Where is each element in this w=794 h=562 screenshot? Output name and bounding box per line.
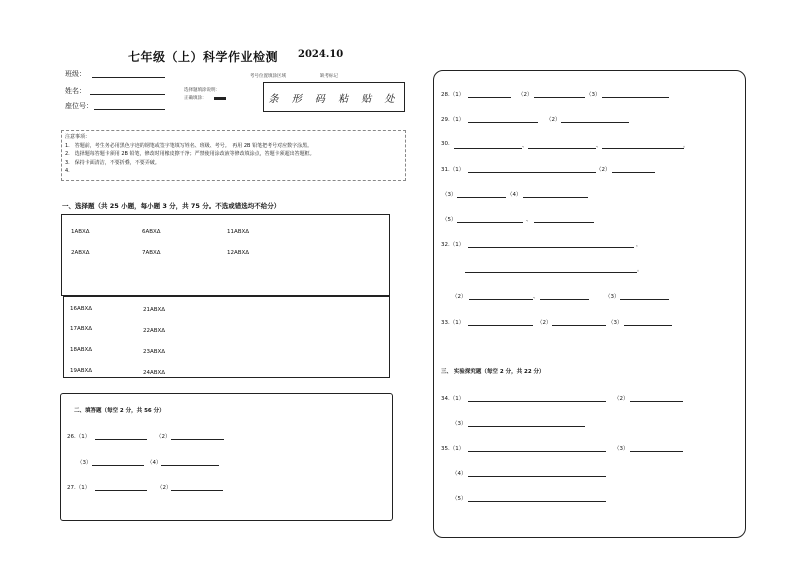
fill-instruction-label: 选择题填涂说明：	[184, 88, 220, 93]
section3-heading: 三、 实验探究题（每空 2 分，共 22 分）	[441, 369, 545, 375]
choice-item[interactable]: 21ABXΔ	[143, 307, 166, 313]
answer-blank[interactable]	[612, 172, 655, 173]
answer-blank[interactable]	[468, 325, 533, 326]
answer-blank[interactable]	[469, 299, 533, 300]
name-field[interactable]	[90, 94, 165, 95]
answer-blank[interactable]	[528, 148, 596, 149]
q31-separator: 、	[526, 217, 532, 223]
q32-separator: 、	[533, 294, 539, 300]
answer-blank[interactable]	[468, 97, 511, 98]
answer-blank[interactable]	[523, 197, 588, 198]
notes-item: 3. 保持卡面清洁，不要折叠，不要弄破。	[65, 159, 160, 166]
answer-blank[interactable]	[468, 476, 606, 477]
choice-item[interactable]: 24ABXΔ	[143, 370, 166, 376]
q31-5-label: （5）	[442, 217, 457, 223]
q27-1-label: 27.（1）	[67, 485, 91, 491]
answer-blank[interactable]	[602, 148, 684, 149]
answer-blank[interactable]	[465, 272, 637, 273]
exam-id-area-hint: 考号位置填涂区域	[250, 74, 286, 79]
q32-comma: ，	[636, 242, 642, 248]
answer-blank[interactable]	[561, 122, 629, 123]
answer-blank[interactable]	[161, 465, 219, 466]
q28-2-label: （2）	[518, 92, 533, 98]
notes-item: 1. 答题前，考生务必用黑色字迹的钢笔或签字笔填写姓名、班级、考号。 再用 2B 铅笔把考号对应数字涂黑。	[65, 142, 313, 149]
q32-end: 。	[637, 267, 643, 273]
q35-3-label: （3）	[614, 446, 629, 452]
correct-fill-sample	[214, 97, 226, 100]
choice-item[interactable]: 22ABXΔ	[143, 328, 166, 334]
q34-2-label: （2）	[614, 396, 629, 402]
q30-separator: 、	[596, 143, 602, 149]
choice-item[interactable]: 2ABXΔ	[71, 250, 90, 256]
answer-blank[interactable]	[468, 426, 585, 427]
q27-2-label: （2）	[157, 485, 172, 491]
notes-panel	[61, 130, 406, 181]
correct-fill-label: 正确填涂：	[184, 96, 207, 101]
choice-item[interactable]: 6ABXΔ	[142, 229, 161, 235]
answer-blank[interactable]	[457, 197, 506, 198]
name-label: 姓名：	[65, 87, 86, 95]
q33-3-label: （3）	[608, 320, 623, 326]
q26-2-label: （2）	[156, 434, 171, 440]
choice-item[interactable]: 1ABXΔ	[71, 229, 90, 235]
q31-4-label: （4）	[507, 192, 522, 198]
choice-group-2	[63, 296, 390, 378]
choice-item[interactable]: 23ABXΔ	[143, 349, 166, 355]
page-title: 七年级（上）科学作业检测	[128, 50, 279, 64]
seat-label: 座位号：	[65, 102, 93, 110]
answer-blank[interactable]	[468, 451, 606, 452]
answer-blank[interactable]	[620, 299, 669, 300]
answer-blank[interactable]	[95, 439, 147, 440]
q34-3-label: （3）	[452, 421, 467, 427]
exam-date: 2024.10	[298, 49, 344, 60]
answer-blank[interactable]	[534, 222, 594, 223]
q34-1-label: 34.（1）	[441, 396, 465, 402]
answer-blank[interactable]	[454, 148, 522, 149]
q32-1-label: 32.（1）	[441, 242, 465, 248]
choice-item[interactable]: 16ABXΔ	[70, 306, 93, 312]
right-answer-panel	[433, 70, 746, 538]
answer-blank[interactable]	[468, 401, 606, 402]
section1-heading: 一、选择题（共 25 小题，每小题 3 分，共 75 分。不选或错选均不给分）	[62, 202, 281, 210]
q35-4-label: （4）	[452, 471, 467, 477]
answer-blank[interactable]	[534, 97, 585, 98]
barcode-area: 条 形 码 粘 贴 处	[263, 82, 405, 112]
answer-blank[interactable]	[171, 439, 224, 440]
absent-mark-hint: 缺考标记	[320, 74, 338, 79]
answer-blank[interactable]	[92, 465, 144, 466]
choice-item[interactable]: 12ABXΔ	[227, 250, 250, 256]
answer-blank[interactable]	[552, 325, 606, 326]
q32-2-label: （2）	[452, 294, 467, 300]
answer-blank[interactable]	[540, 299, 589, 300]
choice-item[interactable]: 11ABXΔ	[227, 229, 250, 235]
q28-3-label: （3）	[586, 92, 601, 98]
seat-field[interactable]	[94, 109, 165, 110]
q26-4-label: （4）	[147, 460, 162, 466]
answer-blank[interactable]	[468, 247, 634, 248]
choice-item[interactable]: 18ABXΔ	[70, 347, 93, 353]
q26-3-label: （3）	[77, 460, 92, 466]
choice-item[interactable]: 17ABXΔ	[70, 326, 93, 332]
q32-3-label: （3）	[605, 294, 620, 300]
answer-blank[interactable]	[171, 490, 223, 491]
choice-item[interactable]: 7ABXΔ	[142, 250, 161, 256]
q30-end: 。	[683, 143, 689, 149]
notes-heading: 注意事项：	[65, 134, 91, 140]
q26-1-label: 26.（1）	[67, 434, 91, 440]
answer-blank[interactable]	[468, 122, 538, 123]
q28-1-label: 28.（1）	[441, 92, 465, 98]
q31-1-label: 31.（1）	[441, 167, 465, 173]
section2-heading: 二、填答题（每空 2 分，共 56 分）	[74, 408, 165, 414]
q31-2-label: （2）	[596, 167, 611, 173]
class-label: 班级：	[65, 70, 86, 78]
answer-blank[interactable]	[95, 490, 147, 491]
answer-blank[interactable]	[630, 451, 683, 452]
answer-blank[interactable]	[624, 325, 672, 326]
q35-1-label: 35.（1）	[441, 446, 465, 452]
fill-in-panel	[60, 393, 393, 521]
q30-separator: 、	[522, 143, 528, 149]
choice-item[interactable]: 19ABXΔ	[70, 368, 93, 374]
notes-item: 2. 选择题每答题卡须用 2B 铅笔，修改时用橡皮擦干净；严禁使用涂改液等修改填涂点，答题卡须超出答题框。	[65, 151, 315, 157]
class-field[interactable]	[92, 77, 165, 78]
choice-group-1	[61, 214, 390, 296]
notes-item: 4.	[65, 168, 70, 174]
answer-blank[interactable]	[630, 401, 683, 402]
q35-5-label: （5）	[452, 496, 467, 502]
q31-3-label: （3）	[442, 192, 457, 198]
answer-blank[interactable]	[468, 172, 596, 173]
q33-2-label: （2）	[537, 320, 552, 326]
q33-1-label: 33.（1）	[441, 320, 465, 326]
answer-blank[interactable]	[457, 222, 523, 223]
q29-1-label: 29.（1）	[441, 117, 465, 123]
answer-blank[interactable]	[602, 97, 669, 98]
q29-2-label: （2）	[546, 117, 561, 123]
answer-blank[interactable]	[468, 501, 606, 502]
q30-label: 30.	[441, 141, 450, 147]
